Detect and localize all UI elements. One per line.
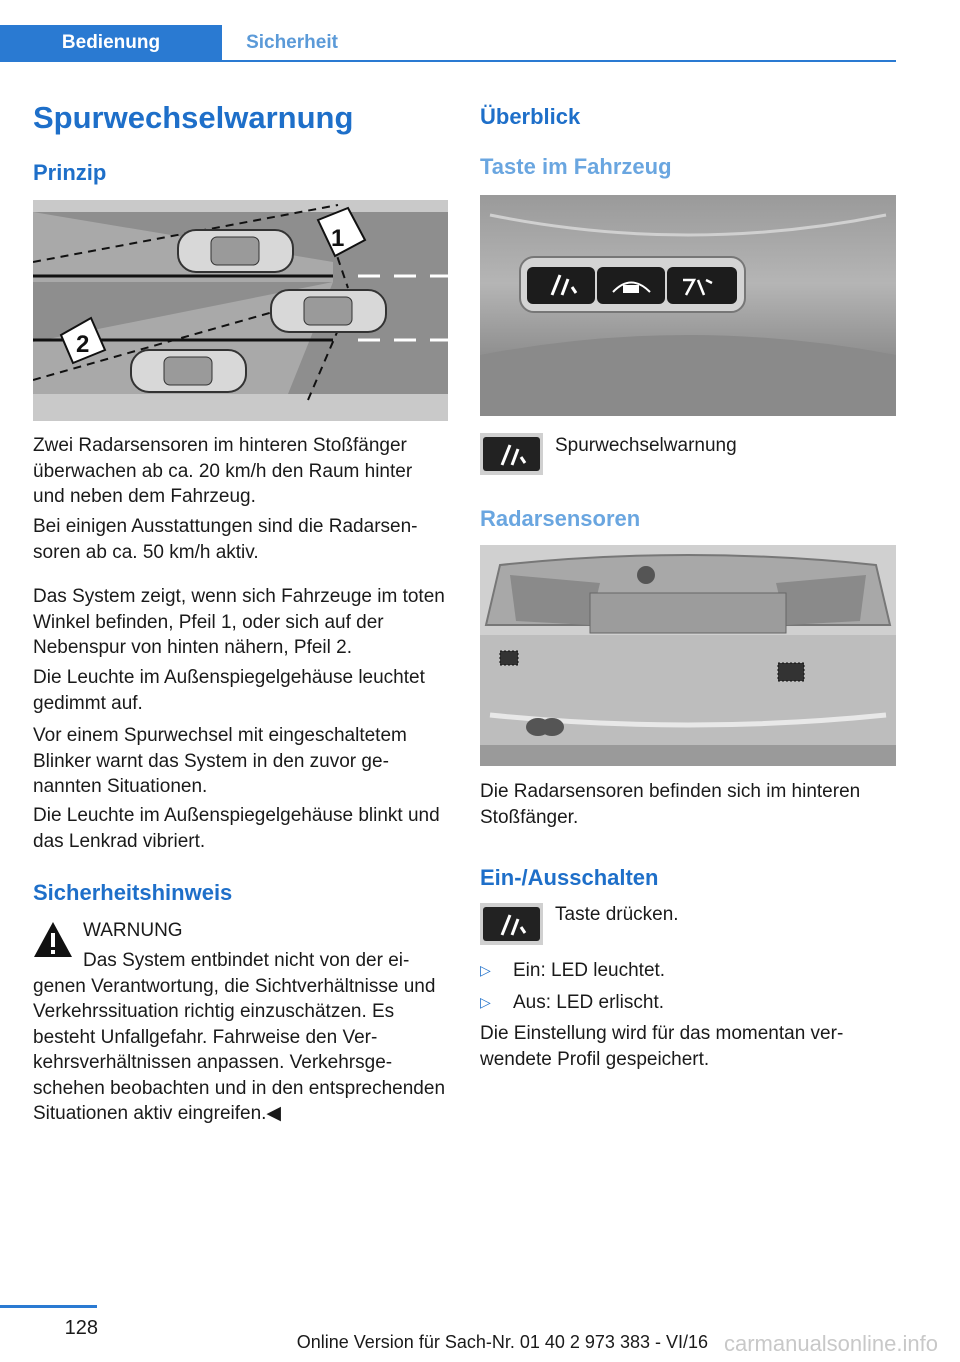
tab-underline <box>0 60 896 62</box>
car-bottom <box>131 350 246 392</box>
car-top <box>178 230 293 272</box>
arrow-1-label: 1 <box>331 225 345 252</box>
paragraph-2: Bei einigen Ausstattungen sind die Radarsensoren ab ca. 50 km/h aktiv. <box>33 516 418 563</box>
radar-sensor-image <box>480 545 896 766</box>
paragraph-5: Vor einem Spurwechsel mit eingeschaltetem Blinker warnt das System in den zuvor genannten Situationen. <box>33 725 407 797</box>
bullet-triangle-icon: ▷ <box>480 994 491 1010</box>
lane-change-button-icon <box>480 433 543 475</box>
button-panel-image <box>480 195 896 416</box>
press-text: Taste drücken. <box>555 904 679 925</box>
principle-heading: Prinzip <box>33 160 107 185</box>
section-tabs <box>0 25 896 62</box>
tab-sicherheit[interactable]: Sicherheit <box>222 25 362 60</box>
warning-title: WARNUNG <box>83 920 183 941</box>
online-version-text: Online Version für Sach-Nr. 01 40 2 973 383 - VI/16 <box>296 1332 708 1352</box>
page-number: 128 <box>64 1317 98 1339</box>
lane-diagram <box>33 200 448 421</box>
button-label: Spurwechselwarnung <box>555 435 737 456</box>
car-middle <box>271 290 386 332</box>
footer-rule <box>0 1305 97 1308</box>
lane-change-button-icon-2 <box>480 903 543 945</box>
paragraph-6: Die Leuchte im Außenspiegelgehäuse blinkt und das Lenkrad vibriert. <box>33 805 440 852</box>
button-heading: Taste im Fahrzeug <box>480 154 672 179</box>
profile-text: Die Einstellung wird für das momentan verwendete Profil gespeichert. <box>480 1023 844 1070</box>
paragraph-4: Die Leuchte im Außenspiegelgehäuse leuchtet gedimmt auf. <box>33 667 425 714</box>
arrow-2-label: 2 <box>76 331 90 358</box>
paragraph-1: Zwei Radarsensoren im hinteren Stoßfänger überwachen ab ca. 20 km/h den Raum hinter und neben dem Fahrzeug. <box>33 435 413 507</box>
safety-heading: Sicherheitshinweis <box>33 880 233 905</box>
bullet-triangle-icon: ▷ <box>480 962 491 978</box>
overview-heading: Überblick <box>480 104 581 129</box>
onoff-heading: Ein-/Ausschalten <box>480 865 659 890</box>
paragraph-3: Das System zeigt, wenn sich Fahrzeuge im toten Winkel befinden, Pfeil 1, oder sich auf der Nebenspur von hinten nähern, Pfeil 2. <box>33 586 445 658</box>
radar-heading: Radarsensoren <box>480 506 641 531</box>
radar-text: Die Radarsensoren befinden sich im hinteren Stoßfänger. <box>480 781 861 828</box>
watermark: carmanualsonline.info <box>723 1331 938 1356</box>
warning-body: Das System entbindet nicht von der eigenen Verantwortung, die Sichtverhältnisse und Verkehrssituation richtig einzuschätzen. Es besteht Unfallgefahr. Fahrweise den Verkehrsverhältnissen anpassen. Verkehrsgeschehen beobachten und in den entsprechenden Situationen aktiv eingreifen.◀ <box>33 950 446 1124</box>
page-title: Spurwechselwarnung <box>33 100 354 135</box>
tab-bedienung[interactable]: Bedienung <box>0 25 222 60</box>
